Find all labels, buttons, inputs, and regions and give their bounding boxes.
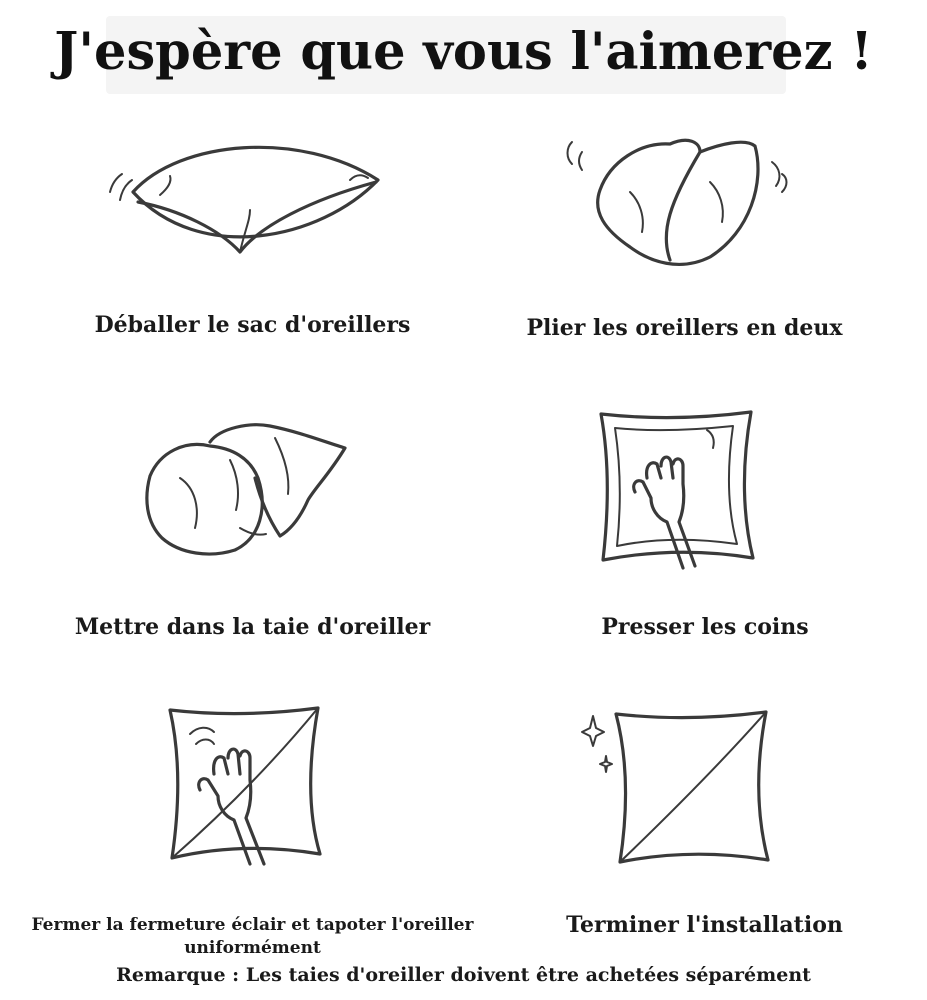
- press-corners-icon: [595, 408, 765, 578]
- footer-note: Remarque : Les taies d'oreiller doivent être achetées séparément: [116, 964, 811, 986]
- insert-pillowcase-icon: [140, 418, 360, 568]
- step-caption-unpack: Déballer le sac d'oreillers: [94, 312, 411, 338]
- fold-pillow-icon: [560, 122, 800, 272]
- step-caption-fold: Plier les oreillers en deux: [526, 315, 843, 341]
- unpack-pillow-icon: [100, 130, 390, 270]
- step-caption-zip: Fermer la fermeture éclair et tapoter l'oreiller uniformément: [31, 915, 474, 958]
- step-caption-press: Presser les coins: [601, 614, 809, 640]
- step-caption-finish: Terminer l'installation: [566, 912, 843, 938]
- page-title: J'espère que vous l'aimerez !: [54, 22, 873, 82]
- finished-pillow-icon: [580, 704, 775, 869]
- zip-and-pat-icon: [162, 704, 327, 869]
- step-caption-insert: Mettre dans la taie d'oreiller: [74, 614, 431, 640]
